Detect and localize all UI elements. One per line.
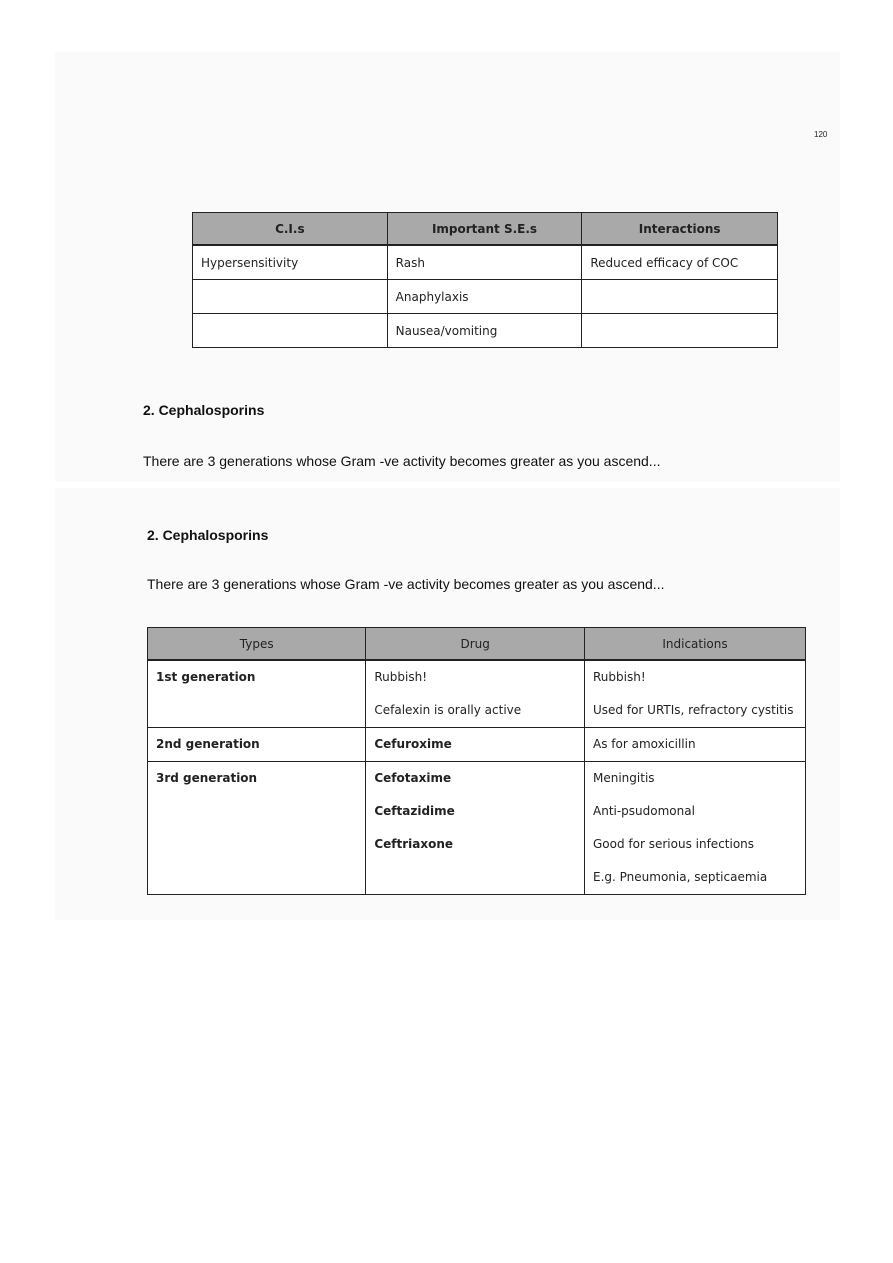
indication-cell	[585, 728, 806, 762]
table-row	[148, 728, 806, 762]
drug-line: Cefotaxime	[374, 771, 452, 785]
table-row	[193, 245, 778, 280]
drug-cell	[366, 728, 585, 762]
adverse-effects-table	[192, 212, 778, 348]
indication-line: Good for serious infections	[593, 837, 755, 851]
section-paragraph: There are 3 generations whose Gram -ve activity becomes greater as you ascend...	[147, 576, 665, 592]
header-types: Types	[148, 628, 366, 661]
indication-line: E.g. Pneumonia, septicaemia	[593, 870, 768, 884]
section-heading: 2. Cephalosporins	[143, 402, 265, 418]
generation-label: 3rd generation	[156, 771, 258, 785]
indication-line: Rubbish!	[593, 670, 646, 684]
generation-label: 1st generation	[156, 670, 256, 684]
table-row	[193, 280, 778, 314]
table-row	[193, 314, 778, 348]
indication-line: As for amoxicillin	[593, 737, 696, 751]
table-cell: Anaphylaxis	[387, 280, 582, 314]
header-cis: C.I.s	[193, 213, 388, 246]
table-header-row	[148, 628, 806, 661]
table-cell: Nausea/vomiting	[387, 314, 582, 348]
table-cell	[193, 314, 388, 348]
indication-cell	[585, 660, 806, 728]
cephalosporins-table	[147, 627, 806, 895]
drug-cell	[366, 762, 585, 895]
drug-line: Rubbish!	[374, 670, 427, 684]
header-interactions: Interactions	[582, 213, 778, 246]
header-important-ses: Important S.E.s	[387, 213, 582, 246]
drug-line: Ceftriaxone	[374, 837, 454, 851]
table-header-row	[193, 213, 778, 246]
table-row	[148, 660, 806, 728]
generation-label: 2nd generation	[156, 737, 260, 751]
table-cell	[193, 280, 388, 314]
page-number: 120	[814, 130, 828, 139]
indication-cell	[585, 762, 806, 895]
table-row	[148, 762, 806, 895]
generation-cell	[148, 762, 366, 895]
drug-line: Cefalexin is orally active	[374, 703, 522, 717]
table-cell: Rash	[387, 245, 582, 280]
header-drug: Drug	[366, 628, 585, 661]
drug-cell	[366, 660, 585, 728]
section-paragraph: There are 3 generations whose Gram -ve activity becomes greater as you ascend...	[143, 453, 661, 469]
drug-line: Cefuroxime	[374, 737, 452, 751]
section-heading: 2. Cephalosporins	[147, 527, 269, 543]
indication-line: Meningitis	[593, 771, 655, 785]
indication-line: Anti-psudomonal	[593, 804, 695, 818]
table-cell: Reduced efficacy of COC	[582, 245, 778, 280]
header-indications: Indications	[585, 628, 806, 661]
drug-line: Ceftazidime	[374, 804, 455, 818]
table-cell	[582, 314, 778, 348]
generation-cell	[148, 728, 366, 762]
generation-cell	[148, 660, 366, 728]
indication-line: Used for URTIs, refractory cystitis	[593, 703, 794, 717]
table-cell	[582, 280, 778, 314]
table-cell: Hypersensitivity	[193, 245, 388, 280]
